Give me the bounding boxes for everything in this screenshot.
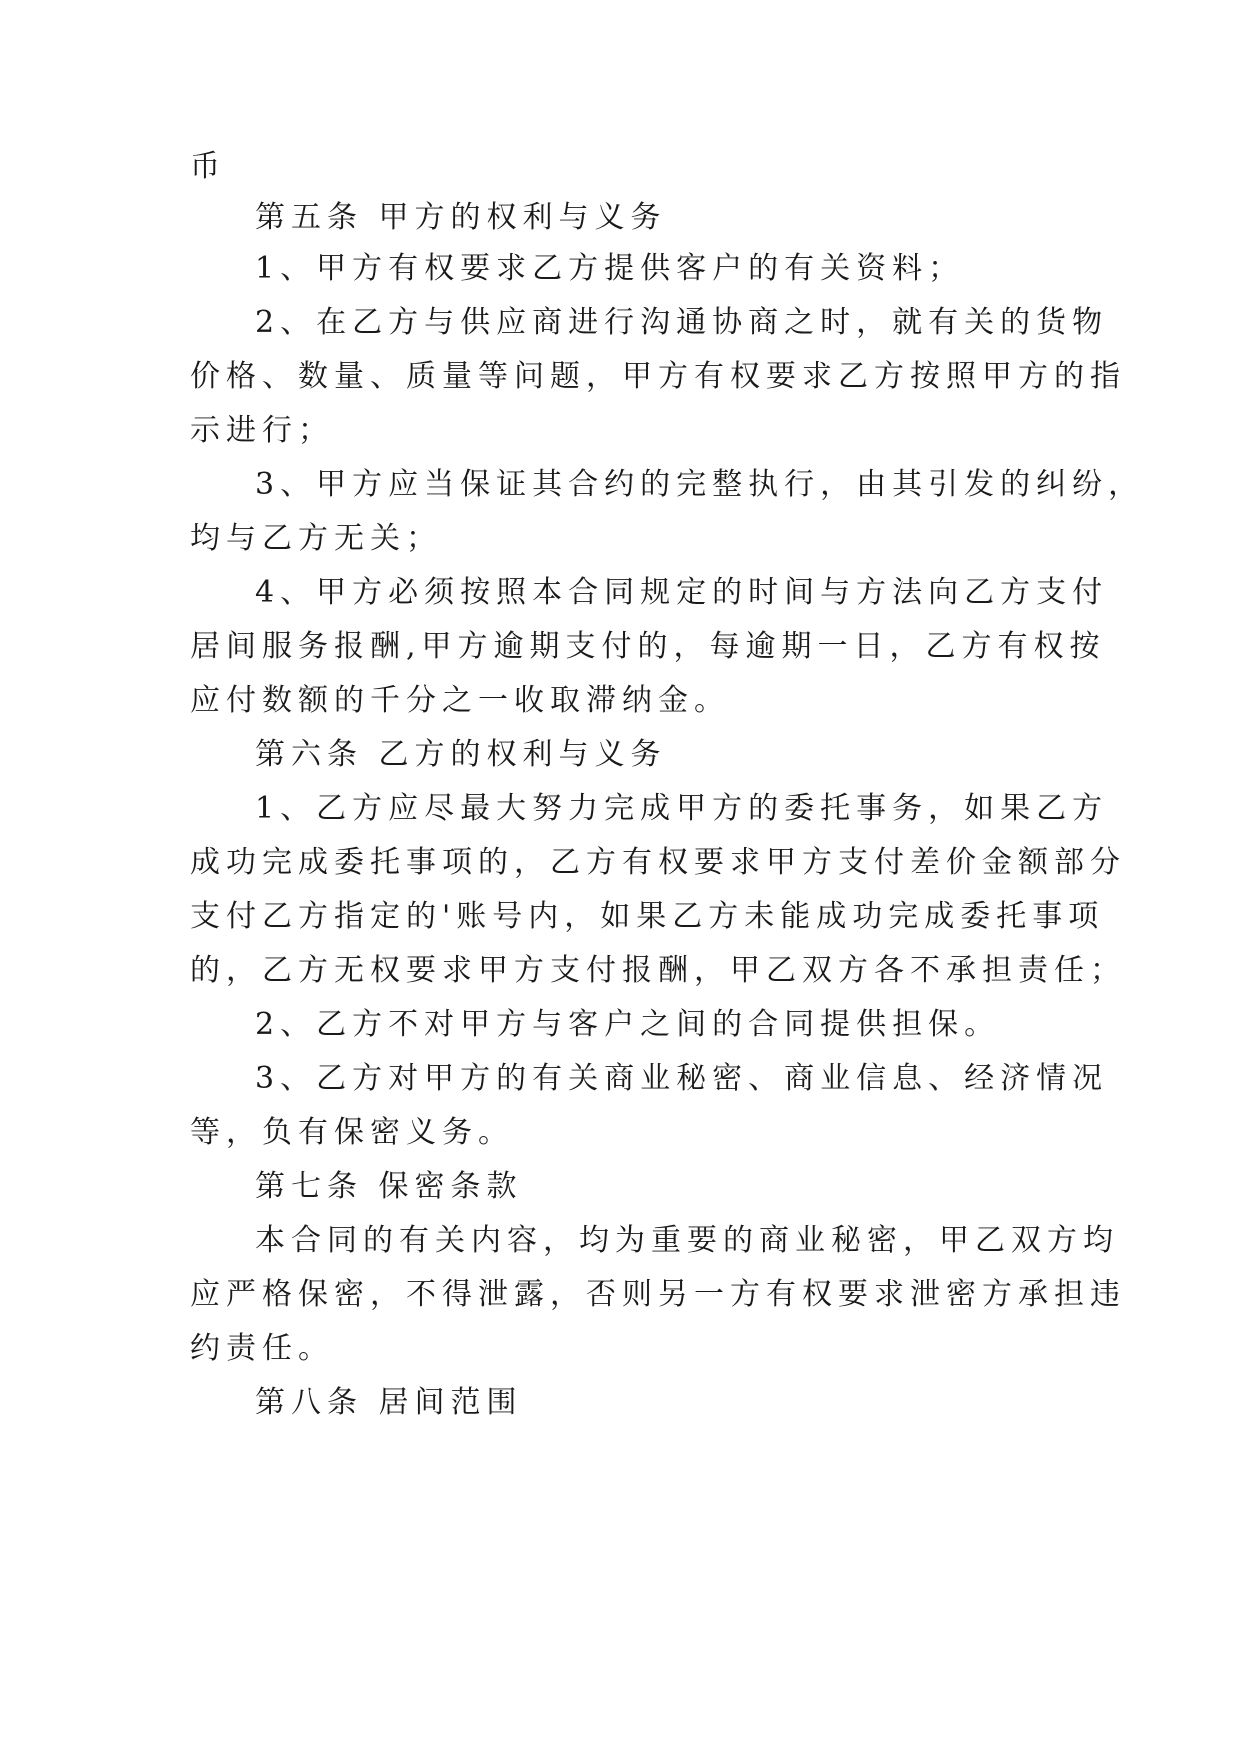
article-heading: 第五条 甲方的权利与义务 <box>255 200 667 235</box>
text-line: 价格、数量、质量等问题，甲方有权要求乙方按照甲方的指 <box>190 359 1126 394</box>
text-line: 3、乙方对甲方的有关商业秘密、商业信息、经济情况 <box>255 1061 1109 1096</box>
text-line: 1、乙方应尽最大努力完成甲方的委托事务，如果乙方 <box>255 791 1109 826</box>
text-line: 币 <box>190 149 226 184</box>
text-line: 应付数额的千分之一收取滞纳金。 <box>190 683 730 718</box>
text-line: 等，负有保密义务。 <box>190 1115 514 1150</box>
article-heading: 第八条 居间范围 <box>255 1385 523 1420</box>
text-line: 的，乙方无权要求甲方支付报酬，甲乙双方各不承担责任； <box>190 953 1126 988</box>
article-heading: 第七条 保密条款 <box>255 1169 523 1204</box>
text-line: 应严格保密，不得泄露，否则另一方有权要求泄密方承担违 <box>190 1277 1126 1312</box>
text-line: 居间服务报酬,甲方逾期支付的，每逾期一日，乙方有权按 <box>190 629 1106 664</box>
text-line: 约责任。 <box>190 1331 334 1366</box>
text-line: 2、在乙方与供应商进行沟通协商之时，就有关的货物 <box>255 305 1109 340</box>
text-line: 支付乙方指定的'账号内，如果乙方未能成功完成委托事项 <box>190 899 1105 934</box>
text-line: 4、甲方必须按照本合同规定的时间与方法向乙方支付 <box>255 575 1109 610</box>
text-line: 1、甲方有权要求乙方提供客户的有关资料； <box>255 251 965 286</box>
text-line: 成功完成委托事项的，乙方有权要求甲方支付差价金额部分 <box>190 845 1126 880</box>
text-line: 3、甲方应当保证其合约的完整执行，由其引发的纠纷， <box>255 467 1145 502</box>
text-line: 2、乙方不对甲方与客户之间的合同提供担保。 <box>255 1007 1001 1042</box>
text-line: 示进行； <box>190 413 334 448</box>
text-line: 均与乙方无关； <box>190 521 442 556</box>
text-line: 本合同的有关内容，均为重要的商业秘密，甲乙双方均 <box>255 1223 1119 1258</box>
article-heading: 第六条 乙方的权利与义务 <box>255 737 667 772</box>
